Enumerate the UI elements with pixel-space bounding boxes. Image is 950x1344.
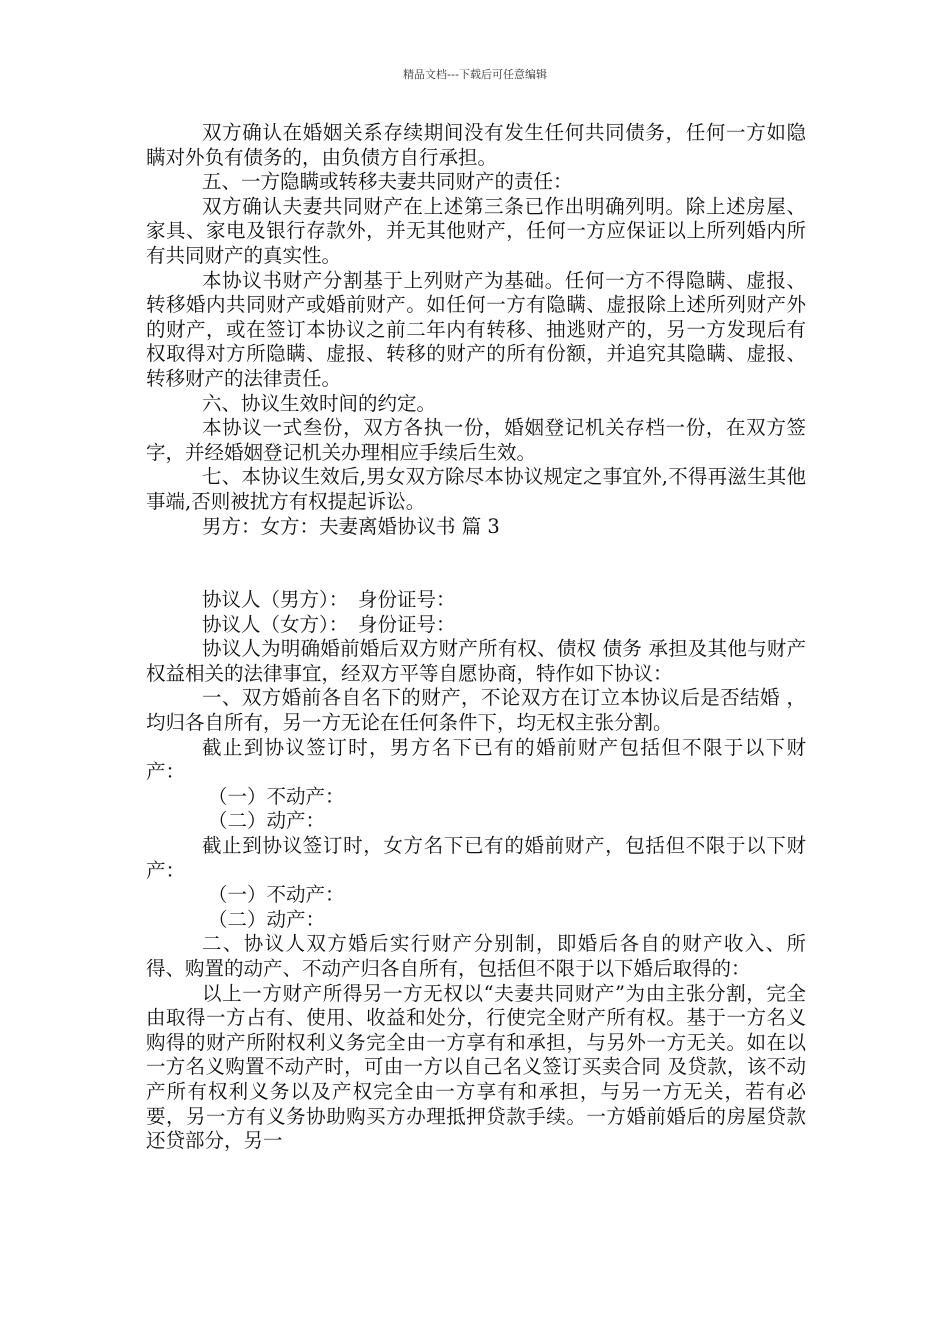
paragraph: 本协议书财产分割基于上列财产为基础。任何一方不得隐瞒、虚报、转移婚内共同财产或婚前财产。如任何一方有隐瞒、虚报除上述所列财产外的财产，或在签订本协议之前二年内有转移、抽逃财产的，另一方发现后有权取得对方所隐瞒、虚报、转移的财产的所有份额，并追究其隐瞒、虚报、转移财产的法律责任。	[146, 268, 806, 390]
list-item: （二）动产：	[208, 809, 326, 833]
section-heading: 五、一方隐瞒或转移夫妻共同财产的责任：	[202, 170, 573, 194]
paragraph: 截止到协议签订时，男方名下已有的婚前财产包括但不限于以下财产：	[146, 735, 806, 784]
list-item: （二）动产：	[208, 907, 326, 931]
paragraph: 一、双方婚前各自名下的财产，不论双方在订立本协议后是否结婚 ，均归各自所有，另一方无论在任何条件下，均无权主张分割。	[146, 686, 806, 735]
list-item: （一）不动产：	[208, 784, 345, 808]
page-header: 精品文档---下载后可任意编辑	[403, 68, 547, 81]
signature-line: 男方：女方：夫妻离婚协议书 篇 3	[202, 514, 500, 538]
party-line: 协议人（男方）： 身份证号：	[202, 588, 456, 612]
paragraph: 协议人为明确婚前婚后双方财产所有权、债权 债务 承担及其他与财产权益相关的法律事宜，经双方平等自愿协商，特作如下协议：	[146, 637, 806, 685]
section-gap	[146, 539, 806, 588]
paragraph: 截止到协议签订时，女方名下已有的婚前财产，包括但不限于以下财产：	[146, 834, 806, 882]
paragraph: 以上一方财产所得另一方无权以“夫妻共同财产”为由主张分割，完全由取得一方占有、使用、收益和处分，行使完全财产所有权。基于一方名义购得的财产所附权利义务完全由一方享有和承担，与另外一方无关。如在以一方名义购置不动产时，可由一方以自己名义签订买卖合同 及贷款，该不动产所有权利义务以及产权完全由一方享有和承担，与另一方无关，若有必要，另一方有义务协助购买方办理抵押贷款手续。一方婚前婚后的房屋贷款还贷部分，另一	[146, 981, 806, 1153]
paragraph: 本协议一式叁份，双方各执一份，婚姻登记机关存档一份，在双方签字，并经婚姻登记机关办理相应手续后生效。	[146, 416, 806, 464]
paragraph: 七、本协议生效后,男女双方除尽本协议规定之事宜外,不得再滋生其他事端,否则被扰方有权提起诉讼。	[146, 465, 806, 513]
list-item: （一）不动产：	[208, 883, 345, 907]
paragraph: 双方确认夫妻共同财产在上述第三条已作出明确列明。除上述房屋、家具、家电及银行存款外，并无其他财产，任何一方应保证以上所列婚内所有共同财产的真实性。	[146, 194, 806, 267]
paragraph: 二、协议人双方婚后实行财产分别制，即婚后各自的财产收入、所得、购置的动产、不动产归各自所有，包括但不限于以下婚后取得的：	[146, 932, 806, 980]
document-body	[146, 121, 806, 1154]
paragraph: 双方确认在婚姻关系存续期间没有发生任何共同债务，任何一方如隐瞒对外负有债务的，由负债方自行承担。	[146, 121, 806, 169]
party-line: 协议人（女方）： 身份证号：	[202, 612, 456, 636]
section-heading: 六、协议生效时间的约定。	[202, 391, 437, 415]
